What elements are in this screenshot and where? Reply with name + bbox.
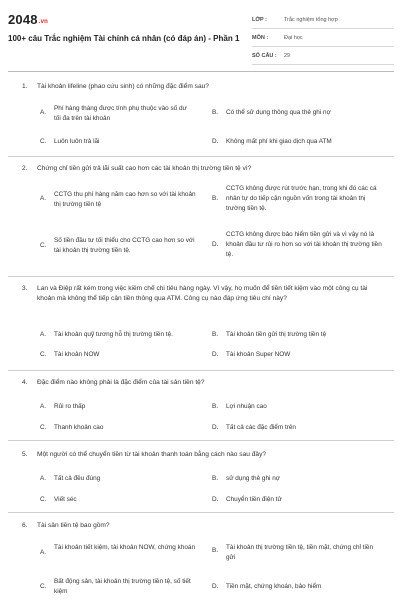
option-text: Lợi nhuận cao bbox=[226, 403, 267, 410]
option-letter: B. bbox=[212, 403, 219, 410]
question-divider bbox=[8, 440, 394, 441]
option-letter: B. bbox=[212, 109, 219, 116]
option-letter: B. bbox=[212, 475, 219, 482]
option-letter: A. bbox=[40, 331, 47, 338]
option-letter: A. bbox=[40, 195, 47, 202]
question-divider bbox=[8, 156, 394, 157]
meta-table bbox=[252, 14, 394, 68]
header-divider bbox=[8, 71, 394, 72]
meta-row-count bbox=[252, 50, 394, 65]
option-letter: C. bbox=[40, 351, 47, 358]
option-letter: C. bbox=[40, 583, 47, 590]
option-text: Tài khoản thị trường tiền tệ, tiền mặt, chứng chỉ tiền gửi bbox=[226, 544, 374, 561]
option-letter: D. bbox=[212, 351, 219, 358]
option-text: Tiền mặt, chứng khoán, bảo hiểm bbox=[226, 583, 322, 590]
option-letter: D. bbox=[212, 583, 219, 590]
question-1 bbox=[0, 82, 400, 152]
option-letter: C. bbox=[40, 496, 47, 503]
option-letter: C. bbox=[40, 424, 47, 431]
option-letter: D. bbox=[212, 138, 219, 145]
question-divider bbox=[8, 276, 394, 277]
question-text: Một người có thể chuyển tiền từ tài khoản thanh toán bằng cách nào sau đây? bbox=[37, 451, 267, 458]
option-letter: C. bbox=[40, 138, 47, 145]
question-text: Chứng chỉ tiền gửi trả lãi suất cao hơn các tài khoản thị trường tiền tệ vì? bbox=[37, 165, 252, 172]
meta-label: LỚP : bbox=[252, 17, 267, 23]
option-letter: D. bbox=[212, 496, 219, 503]
option-text: Tài khoản tiết kiệm, tài khoản NOW, chứng khoán bbox=[54, 544, 196, 551]
question-text: Lan và Điệp rất kém trong việc kiềm chế chi tiêu hàng ngày. Vì vậy, họ muốn để tiền tiết kiệm vào một công cụ tài khoản mà không thể tiếp cận tiền thông qua ATM. Công cụ nào đáp ứng tiêu chí này? bbox=[37, 285, 368, 302]
meta-label: SỐ CÂU : bbox=[252, 53, 277, 59]
meta-label: MÔN : bbox=[252, 35, 269, 41]
option-text: CCTG không được rút trước hạn, trong khi đó các cá nhân tự do tiếp cận nguồn vốn trong tài khoản thị trường tiền tệ. bbox=[226, 185, 377, 212]
option-text: sử dụng thẻ ghi nợ bbox=[226, 475, 280, 482]
option-text: Luôn luôn trả lãi bbox=[54, 138, 100, 145]
option-letter: A. bbox=[40, 403, 47, 410]
meta-value: 29 bbox=[284, 53, 291, 59]
question-text: Tài khoản lifeline (phao cứu sinh) có những đặc điểm sau? bbox=[37, 83, 209, 90]
question-number: 2. bbox=[22, 165, 28, 172]
option-text: Chuyển tiền điện tử bbox=[226, 496, 282, 503]
question-number: 1. bbox=[22, 83, 28, 90]
option-text: Tài khoản Super NOW bbox=[226, 351, 291, 358]
meta-value: Trắc nghiệm tổng hợp bbox=[284, 17, 338, 23]
option-letter: D. bbox=[212, 424, 219, 431]
question-2 bbox=[0, 164, 400, 274]
question-divider bbox=[8, 370, 394, 371]
option-letter: B. bbox=[212, 331, 219, 338]
question-number: 6. bbox=[22, 522, 28, 529]
question-divider bbox=[8, 512, 394, 513]
question-4 bbox=[0, 378, 400, 438]
site-logo[interactable] bbox=[8, 12, 48, 27]
document-title: 100+ câu Trắc nghiệm Tài chính cá nhân (có đáp án) - Phần 1 bbox=[8, 34, 240, 43]
option-text: CCTG không được bảo hiểm tiền gửi và vì vậy nó là khoản đầu tư rủi ro hơn so với tài khoản thị trường tiền tệ. bbox=[226, 231, 382, 258]
question-number: 3. bbox=[22, 285, 28, 292]
meta-row-class bbox=[252, 14, 394, 29]
option-text: Tất cả các đặc điểm trên bbox=[226, 424, 296, 431]
option-text: Viết séc bbox=[54, 496, 77, 503]
option-letter: A. bbox=[40, 549, 47, 556]
option-letter: B. bbox=[212, 547, 219, 554]
meta-row-subject bbox=[252, 32, 394, 47]
option-text: Tài khoản quỹ tương hỗ thị trường tiền tệ. bbox=[54, 331, 173, 338]
question-3 bbox=[0, 284, 400, 368]
option-text: Không mất phí khi giao dịch qua ATM bbox=[226, 138, 332, 145]
option-letter: D. bbox=[212, 241, 219, 248]
option-text: Tài khoản tiền gửi thị trường tiền tệ bbox=[226, 331, 327, 338]
option-letter: C. bbox=[40, 242, 47, 249]
document-header bbox=[0, 0, 400, 70]
question-6 bbox=[0, 521, 400, 600]
question-number: 5. bbox=[22, 451, 28, 458]
option-letter: A. bbox=[40, 109, 47, 116]
question-text: Đặc điểm nào không phải là đặc điểm của tài sản tiền tệ? bbox=[37, 379, 205, 386]
logo-main: 2048 bbox=[8, 12, 38, 27]
question-number: 4. bbox=[22, 379, 28, 386]
option-text: Bất động sản, tài khoản thị trường tiền tệ, số tiết kiệm bbox=[54, 578, 191, 595]
option-text: Tất cả đều đúng bbox=[54, 475, 101, 482]
option-text: Số tiền đầu tư tối thiểu cho CCTG cao hơn so với tài khoản thị trường tiền tệ. bbox=[54, 237, 195, 254]
option-text: Thanh khoản cao bbox=[54, 424, 104, 431]
option-text: Rủi ro thấp bbox=[54, 403, 86, 410]
option-letter: A. bbox=[40, 475, 47, 482]
option-text: Có thể sử dụng thông qua thẻ ghi nợ bbox=[226, 109, 331, 116]
question-text: Tài sản tiền tệ bao gồm? bbox=[37, 522, 110, 529]
option-letter: B. bbox=[212, 195, 219, 202]
option-text: Phí hàng tháng được tính phụ thuộc vào số dư tối đa trên tài khoản bbox=[54, 105, 187, 122]
question-5 bbox=[0, 450, 400, 510]
meta-value: Đại học bbox=[284, 35, 303, 41]
logo-suffix: .vn bbox=[38, 19, 49, 25]
option-text: CCTG thu phí hàng năm cao hơn so với tài khoản thị trường tiền tệ bbox=[54, 191, 196, 208]
option-text: Tài khoản NOW bbox=[54, 351, 100, 358]
